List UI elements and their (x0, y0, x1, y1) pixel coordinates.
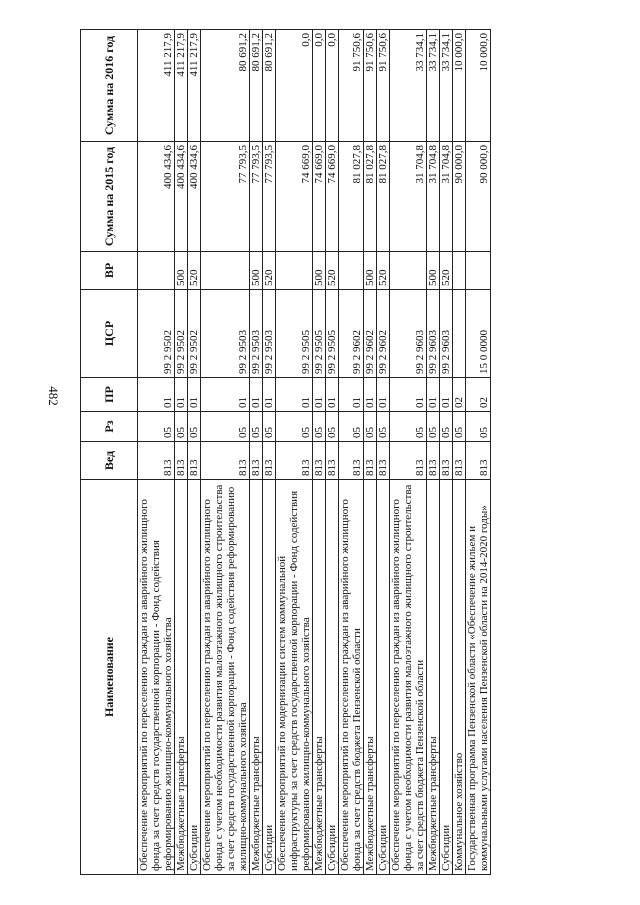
cell-name: Межбюджетные трансферты (364, 480, 377, 875)
cell-sum-2016: 91 750,6 (377, 30, 390, 142)
cell-rz: 05 (201, 412, 250, 442)
cell-pr: 01 (390, 378, 427, 412)
cell-sum-2016: 80 691,2 (263, 30, 276, 142)
header-vr: ВР (81, 252, 138, 290)
cell-csr: 99 2 9502 (175, 290, 188, 378)
cell-vr: 520 (188, 252, 201, 290)
table-row (364, 30, 377, 875)
cell-sum-2015: 77 793,5 (250, 142, 263, 252)
cell-sum-2016: 33 734,1 (390, 30, 427, 142)
cell-ved: 813 (453, 442, 466, 480)
cell-vr: 500 (175, 252, 188, 290)
cell-name: Обеспечение мероприятий по переселению граждан из аварийного жилищного фонда с учетом необходимости развития малоэтажного жилищного строительства за счет средств бюджета Пензенской области (390, 480, 427, 875)
cell-csr: 99 2 9505 (313, 290, 326, 378)
header-csr: ЦСР (81, 290, 138, 378)
table-row (466, 30, 491, 875)
cell-vr (466, 252, 491, 290)
table-row (175, 30, 188, 875)
cell-ved: 813 (188, 442, 201, 480)
table-row (440, 30, 453, 875)
cell-pr: 02 (466, 378, 491, 412)
cell-name: Межбюджетные трансферты (250, 480, 263, 875)
cell-rz: 05 (440, 412, 453, 442)
cell-ved: 813 (276, 442, 313, 480)
table-row (313, 30, 326, 875)
cell-csr: 99 2 9502 (138, 290, 175, 378)
cell-vr (201, 252, 250, 290)
cell-pr: 01 (364, 378, 377, 412)
cell-rz: 05 (263, 412, 276, 442)
cell-ved: 813 (313, 442, 326, 480)
cell-csr: 99 2 9602 (364, 290, 377, 378)
cell-rz: 05 (427, 412, 440, 442)
cell-vr: 520 (263, 252, 276, 290)
cell-vr: 520 (326, 252, 339, 290)
cell-csr: 99 2 9603 (440, 290, 453, 378)
cell-sum-2015: 90 000,0 (453, 142, 466, 252)
cell-name: Коммунальное хозяйство (453, 480, 466, 875)
cell-vr: 500 (427, 252, 440, 290)
cell-csr: 99 2 9503 (263, 290, 276, 378)
cell-sum-2016: 91 750,6 (339, 30, 364, 142)
cell-ved: 813 (263, 442, 276, 480)
cell-sum-2015: 31 704,8 (440, 142, 453, 252)
cell-ved: 813 (175, 442, 188, 480)
table-row (453, 30, 466, 875)
cell-sum-2015: 400 434,6 (188, 142, 201, 252)
cell-vr (276, 252, 313, 290)
cell-sum-2015: 74 669,0 (326, 142, 339, 252)
cell-name: Межбюджетные трансферты (313, 480, 326, 875)
table-body (138, 30, 491, 875)
cell-rz: 05 (377, 412, 390, 442)
cell-sum-2016: 80 691,2 (250, 30, 263, 142)
cell-rz: 05 (250, 412, 263, 442)
cell-sum-2015: 77 793,5 (263, 142, 276, 252)
cell-pr: 01 (250, 378, 263, 412)
cell-rz: 05 (339, 412, 364, 442)
cell-vr (390, 252, 427, 290)
cell-pr: 01 (188, 378, 201, 412)
table-row (263, 30, 276, 875)
cell-name: Обеспечение мероприятий по переселению граждан из аварийного жилищного фонда с учетом необходимости развития малоэтажного жилищного строительства за счет средств государственной корпорации - Фонд содействия реформированию жилищно-коммунального хозяйства (201, 480, 250, 875)
cell-name: Обеспечение мероприятий по переселению граждан из аварийного жилищного фонда за счет средств бюджета Пензенской области (339, 480, 364, 875)
cell-pr: 01 (339, 378, 364, 412)
cell-vr: 500 (364, 252, 377, 290)
cell-csr: 99 2 9502 (188, 290, 201, 378)
table-row (188, 30, 201, 875)
cell-sum-2016: 33 734,1 (440, 30, 453, 142)
cell-ved: 813 (138, 442, 175, 480)
header-pr: ПР (81, 378, 138, 412)
table-row (326, 30, 339, 875)
cell-vr (453, 252, 466, 290)
cell-pr: 02 (453, 378, 466, 412)
cell-sum-2015: 81 027,8 (339, 142, 364, 252)
cell-sum-2016: 411 217,9 (138, 30, 175, 142)
cell-name: Субсидии (440, 480, 453, 875)
cell-name: Субсидии (263, 480, 276, 875)
cell-sum-2015: 31 704,8 (427, 142, 440, 252)
cell-sum-2015: 74 669,0 (313, 142, 326, 252)
cell-csr: 99 2 9602 (339, 290, 364, 378)
cell-sum-2016: 10 000,0 (466, 30, 491, 142)
cell-csr: 99 2 9503 (201, 290, 250, 378)
cell-name: Государственная программа Пензенской области «Обеспечение жильем и коммунальными услугами населения Пензенской области на 2014-2020 годы» (466, 480, 491, 875)
cell-pr: 01 (175, 378, 188, 412)
rotated-page (80, 30, 527, 875)
cell-ved: 813 (377, 442, 390, 480)
cell-pr: 01 (201, 378, 250, 412)
cell-sum-2015: 81 027,8 (377, 142, 390, 252)
cell-csr: 15 0 0000 (466, 290, 491, 378)
cell-sum-2016: 33 734,1 (427, 30, 440, 142)
cell-sum-2015: 400 434,6 (175, 142, 188, 252)
cell-rz: 05 (313, 412, 326, 442)
cell-sum-2016: 0,0 (326, 30, 339, 142)
cell-sum-2016: 0,0 (276, 30, 313, 142)
table-row (390, 30, 427, 875)
header-row (81, 30, 138, 875)
cell-csr: 99 2 9503 (250, 290, 263, 378)
header-sum-2016: Сумма на 2016 год (81, 30, 138, 142)
table-row (138, 30, 175, 875)
cell-rz: 05 (188, 412, 201, 442)
cell-pr: 01 (377, 378, 390, 412)
cell-vr: 500 (313, 252, 326, 290)
cell-ved: 813 (427, 442, 440, 480)
cell-sum-2016: 91 750,6 (364, 30, 377, 142)
table-row (250, 30, 263, 875)
header-ved: Вед (81, 442, 138, 480)
header-sum-2015: Сумма на 2015 год (81, 142, 138, 252)
cell-name: Межбюджетные трансферты (175, 480, 188, 875)
cell-csr: 99 2 9603 (390, 290, 427, 378)
cell-rz: 05 (364, 412, 377, 442)
table-row (276, 30, 313, 875)
cell-pr: 01 (440, 378, 453, 412)
cell-csr (453, 290, 466, 378)
cell-name: Субсидии (188, 480, 201, 875)
cell-name: Обеспечение мероприятий по модернизации систем коммунальной инфраструктуры за счет средств государственной корпорации - Фонд содействия реформированию жилищно-коммунального хозяйства (276, 480, 313, 875)
cell-csr: 99 2 9505 (276, 290, 313, 378)
cell-vr (138, 252, 175, 290)
cell-sum-2015: 400 434,6 (138, 142, 175, 252)
cell-ved: 813 (250, 442, 263, 480)
cell-rz: 05 (453, 412, 466, 442)
cell-name: Субсидии (377, 480, 390, 875)
table-row (377, 30, 390, 875)
cell-csr: 99 2 9603 (427, 290, 440, 378)
table-row (427, 30, 440, 875)
cell-vr: 520 (440, 252, 453, 290)
cell-vr: 500 (250, 252, 263, 290)
cell-sum-2015: 81 027,8 (364, 142, 377, 252)
page-number: 482 (46, 386, 61, 406)
table-row (339, 30, 364, 875)
cell-sum-2015: 90 000,0 (466, 142, 491, 252)
cell-ved: 813 (466, 442, 491, 480)
cell-pr: 01 (263, 378, 276, 412)
cell-rz: 05 (326, 412, 339, 442)
header-name: Наименование (81, 480, 138, 875)
cell-name: Межбюджетные трансферты (427, 480, 440, 875)
cell-vr (339, 252, 364, 290)
cell-pr: 01 (138, 378, 175, 412)
cell-ved: 813 (390, 442, 427, 480)
cell-sum-2016: 411 217,9 (175, 30, 188, 142)
cell-rz: 05 (276, 412, 313, 442)
cell-ved: 813 (339, 442, 364, 480)
cell-ved: 813 (440, 442, 453, 480)
table-row (201, 30, 250, 875)
cell-rz: 05 (390, 412, 427, 442)
cell-csr: 99 2 9602 (377, 290, 390, 378)
cell-pr: 01 (276, 378, 313, 412)
cell-sum-2015: 74 669,0 (276, 142, 313, 252)
cell-ved: 813 (201, 442, 250, 480)
cell-vr: 520 (377, 252, 390, 290)
cell-pr: 01 (427, 378, 440, 412)
cell-rz: 05 (466, 412, 491, 442)
cell-name: Обеспечение мероприятий по переселению граждан из аварийного жилищного фонда за счет средств государственной корпорации - Фонд содействия реформированию жилищно-коммунального хозяйства (138, 480, 175, 875)
cell-pr: 01 (326, 378, 339, 412)
cell-csr: 99 2 9505 (326, 290, 339, 378)
cell-sum-2016: 0,0 (313, 30, 326, 142)
cell-name: Субсидии (326, 480, 339, 875)
cell-sum-2016: 80 691,2 (201, 30, 250, 142)
cell-rz: 05 (138, 412, 175, 442)
header-rz: Рз (81, 412, 138, 442)
cell-sum-2015: 77 793,5 (201, 142, 250, 252)
budget-table (80, 29, 491, 875)
cell-sum-2016: 411 217,9 (188, 30, 201, 142)
cell-ved: 813 (364, 442, 377, 480)
cell-rz: 05 (175, 412, 188, 442)
cell-sum-2015: 31 704,8 (390, 142, 427, 252)
cell-ved: 813 (326, 442, 339, 480)
cell-pr: 01 (313, 378, 326, 412)
cell-sum-2016: 10 000,0 (453, 30, 466, 142)
